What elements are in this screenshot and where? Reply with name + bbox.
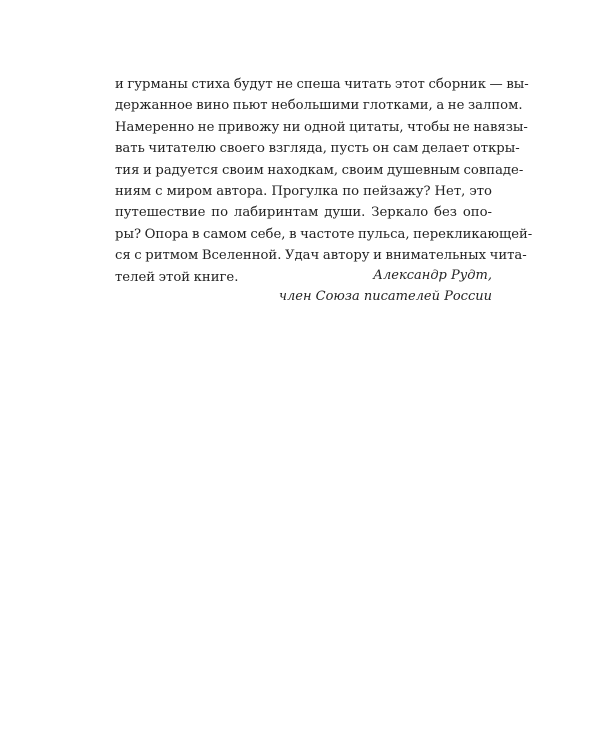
author-name: Александр Рудт,: [373, 268, 492, 283]
text-line: тия и радуется своим находкам, своим душевным совпаде-: [115, 162, 524, 178]
text-line: и гурманы стиха будут не спеша читать этот сборник — вы-: [115, 77, 529, 92]
body-paragraph: [115, 74, 533, 288]
text-line: ся с ритмом Вселенной. Удач автору и внимательных чита-: [115, 248, 527, 264]
text-line: вать читателю своего взгляда, пусть он сам делает откры-: [115, 141, 520, 157]
text-line: ры? Опора в самом себе, в частоте пульса, перекликающей-: [115, 226, 533, 242]
text-line: ниям с миром автора. Прогулка по пейзажу? Нет, это: [115, 183, 492, 199]
author-signature: [279, 265, 492, 307]
author-title: член Союза писателей России: [278, 289, 492, 304]
text-line: телей этой книге.: [115, 269, 239, 285]
text-line: Намеренно не привожу ни одной цитаты, чтобы не навязы-: [115, 119, 528, 135]
text-line: держанное вино пьют небольшими глотками, а не залпом.: [115, 98, 523, 114]
text-line: путешествие по лабиринтам души. Зеркало без опо-: [115, 205, 492, 221]
